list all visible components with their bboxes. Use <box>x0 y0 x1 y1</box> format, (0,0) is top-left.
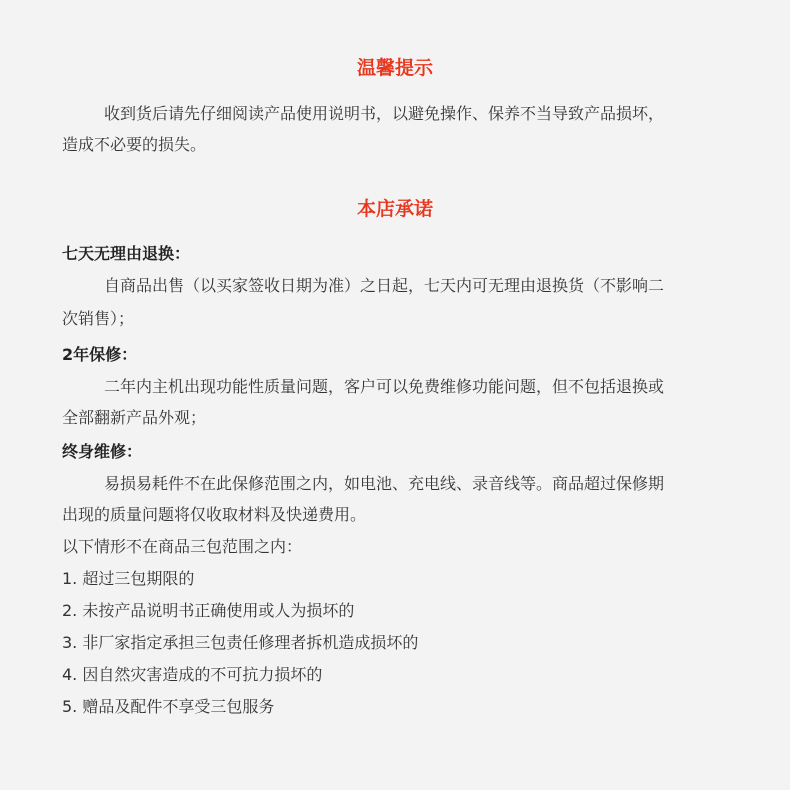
section-heading-seven-day-return: 七天无理由退换： <box>62 244 191 263</box>
notice-line: 造成不必要的损失。 <box>62 135 207 154</box>
exclusions-heading: 以下情形不在商品三包范围之内： <box>62 537 303 556</box>
section-line: 二年内主机出现功能性质量问题，客户可以免费维修功能问题，但不包括退换或 <box>104 377 665 396</box>
promise-title: 本店承诺 <box>356 198 433 220</box>
section-heading-two-year-warranty: 2年保修： <box>62 345 138 364</box>
exclusion-item: 3. 非厂家指定承担三包责任修理者拆机造成损坏的 <box>62 633 419 652</box>
section-line: 次销售）； <box>62 309 135 328</box>
notice-title: 温馨提示 <box>356 57 433 79</box>
section-line: 易损易耗件不在此保修范围之内，如电池、充电线、录音线等。商品超过保修期 <box>104 474 665 493</box>
exclusion-item: 4. 因自然灾害造成的不可抗力损坏的 <box>62 665 323 684</box>
exclusion-item: 1. 超过三包期限的 <box>62 569 195 588</box>
exclusion-item: 5. 赠品及配件不享受三包服务 <box>62 697 275 716</box>
section-line: 自商品出售（以买家签收日期为准）之日起，七天内可无理由退换货（不影响二 <box>104 276 665 295</box>
exclusion-item: 2. 未按产品说明书正确使用或人为损坏的 <box>62 601 355 620</box>
section-line: 出现的质量问题将仅收取材料及快递费用。 <box>62 505 367 524</box>
section-line: 全部翻新产品外观； <box>62 408 207 427</box>
section-heading-lifetime-repair: 终身维修： <box>62 442 143 461</box>
notice-line: 收到货后请先仔细阅读产品使用说明书，以避免操作、保养不当导致产品损坏， <box>104 104 665 123</box>
